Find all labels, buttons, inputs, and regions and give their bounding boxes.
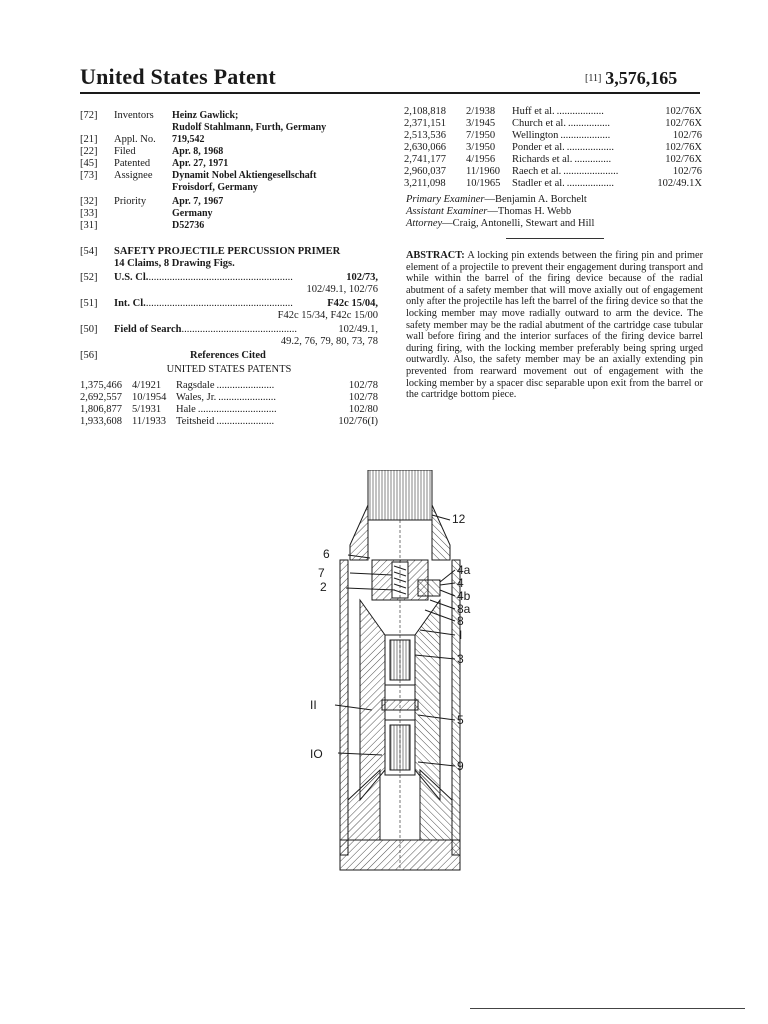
dash: — [484,194,495,205]
label-4: 4 [457,576,464,590]
reference-number: 1,933,608 [80,416,122,427]
reference-class: 102/76X [665,118,702,129]
patent-number: 3,576,165 [605,68,678,88]
label-8a: 8a [457,602,471,616]
reference-date: 11/1960 [466,166,501,177]
assignee-line-1: Dynamit Nobel Aktiengesellschaft [172,170,317,181]
reference-inventor: Stadler et al. [512,178,565,189]
reference-row [80,416,378,428]
reference-date: 4/1921 [132,380,162,391]
appl-no-label: Appl. No. [114,134,156,145]
reference-date: 11/1933 [132,416,167,427]
projectile-drawing [335,470,463,870]
abstract-text: A locking pin extends between the firing pin and primer element of a projectile to prevent their engagement during transport and while within the barrel of the firing device because of the radial abutment of a safety member that will move axially out of engagement only after the projectile has left the barrel of the firing device so that the locking member may move radially outward to arm the device. The safety member may be the radial abutment of the cartridge case tubular wall before firing and the interior surfaces of the firing device barrel during firing, with the locking member preferably being spring urged outwardly. Also, the safety member may be an axially extending pin prevented from rearward movement out of engagement with the locking member by a spacer disc separable upon exit from the barrel or the cartridge bottom piece. [406,250,703,401]
reference-number: 1,375,466 [80,380,122,391]
reference-leader: ..................... [563,166,619,177]
patent-number-block [585,68,677,89]
reference-inventor: Richards et al. [512,154,573,165]
label-12: 12 [452,512,466,526]
reference-inventor: Ponder et al. [512,142,565,153]
bibliographic-block [80,110,326,232]
primary-examiner-label: Primary Examiner [406,194,485,205]
reference-number: 2,692,557 [80,392,122,403]
assistant-examiner-label: Assistant Examiner [406,206,488,217]
priority-label: Priority [114,196,147,207]
reference-class: 102/78 [348,380,378,391]
reference-number: 3,211,098 [404,178,446,189]
attorney [406,218,594,229]
appl-no-value: 719,542 [172,134,205,145]
reference-leader: ...................... [216,416,275,427]
classification-block [80,272,378,348]
references-block [80,350,378,428]
claims-count: 14 Claims, 8 Drawing Figs. [114,258,235,269]
priority-no-value: D52736 [172,220,205,231]
reference-leader: .................. [556,106,604,117]
reference-number: 2,371,151 [404,118,446,129]
reference-number: 2,741,177 [404,154,446,165]
dash: — [487,206,498,217]
patent-drawing [300,470,480,875]
reference-row [404,154,702,166]
reference-class: 102/76X [665,142,702,153]
inventor-line-2: Rudolf Stahlmann, Furth, Germany [172,122,327,133]
reference-date: 4/1956 [466,154,496,165]
reference-row [404,118,702,130]
primary-examiner [406,194,587,205]
examiner-rule [506,238,604,239]
assignee-line-2: Froisdorf, Germany [172,182,258,193]
us-cl-value: 102/73, [346,272,378,283]
reference-inventor: Wales, Jr. [176,392,217,403]
label-2: 2 [320,580,327,594]
abstract [406,250,703,401]
country-code: [33] [80,208,98,219]
label-7: 7 [318,566,325,580]
patented-label: Patented [114,158,151,169]
assignee-label: Assignee [114,170,153,181]
reference-number: 2,630,066 [404,142,446,153]
reference-date: 7/1950 [466,130,496,141]
reference-class: 102/76(I) [338,416,378,427]
label-9: 9 [457,759,464,773]
reference-number: 2,960,037 [404,166,446,177]
label-5: 5 [457,713,464,727]
reference-leader: .............................. [197,404,277,415]
reference-class: 102/49.1X [657,178,702,189]
invention-title-block [80,246,340,270]
field-leader: ............................................ [181,324,297,335]
appl-no-code: [21] [80,134,98,145]
references-subheading: UNITED STATES PATENTS [166,364,292,375]
filed-label: Filed [114,146,136,157]
references-left-list [80,380,378,428]
invention-title: SAFETY PROJECTILE PERCUSSION PRIMER [114,246,341,257]
reference-leader: ................ [567,118,610,129]
reference-date: 3/1950 [466,142,496,153]
priority-value: Apr. 7, 1967 [172,196,224,207]
patented-code: [45] [80,158,98,169]
reference-inventor: Hale [176,404,196,415]
priority-code: [32] [80,196,98,207]
reference-row [404,130,702,142]
reference-inventor: Raech et al. [512,166,562,177]
assignee-code: [73] [80,170,98,181]
reference-row [80,380,378,392]
reference-date: 10/1965 [466,178,501,189]
dash: — [442,218,453,229]
primary-examiner-name: Benjamin A. Borchelt [494,194,587,205]
field-continued: 49.2, 76, 79, 80, 73, 78 [280,336,378,347]
label-4b: 4b [457,589,471,603]
reference-date: 2/1938 [466,106,496,117]
patent-number-prefix: [11] [585,73,602,84]
us-cl-continued: 102/49.1, 102/76 [306,284,378,295]
reference-number: 2,108,818 [404,106,446,117]
reference-leader: .................. [566,178,615,189]
label-3: 3 [457,652,464,666]
us-cl-label: U.S. Cl. [114,272,149,283]
reference-date: 10/1954 [132,392,167,403]
int-cl-code: [51] [80,298,98,309]
attorney-name: Craig, Antonelli, Stewart and Hill [452,218,595,229]
patent-title: United States Patent [80,64,276,89]
reference-leader: .................. [566,142,615,153]
assistant-examiner-name: Thomas H. Webb [497,206,572,217]
abstract-label: ABSTRACT: [406,250,465,261]
reference-leader: .............. [574,154,612,165]
reference-inventor: Ragsdale [176,380,215,391]
reference-inventor: Church et al. [512,118,566,129]
reference-leader: ................... [560,130,611,141]
inventor-line-1: Heinz Gawlick; [172,110,239,121]
reference-row [404,178,702,190]
reference-number: 2,513,536 [404,130,446,141]
reference-row [404,106,702,118]
reference-row [404,142,702,154]
reference-leader: ...................... [216,380,275,391]
int-cl-continued: F42c 15/34, F42c 15/00 [277,310,378,321]
reference-row [80,404,378,416]
inventors-code: [72] [80,110,98,121]
priority-no-code: [31] [80,220,98,231]
country-value: Germany [172,208,213,219]
label-1: I [459,628,463,642]
reference-inventor: Huff et al. [512,106,555,117]
reference-class: 102/80 [348,404,378,415]
reference-date: 5/1931 [132,404,162,415]
filed-value: Apr. 8, 1968 [172,146,224,157]
filed-code: [22] [80,146,98,157]
field-code: [50] [80,324,98,335]
int-cl-label: Int. Cl. [114,298,146,309]
label-8: 8 [457,614,464,628]
reference-inventor: Teitsheid [176,416,215,427]
reference-row [404,166,702,178]
attorney-label: Attorney [406,218,443,229]
reference-inventor: Wellington [512,130,559,141]
footer-rule [470,1008,745,1009]
us-cl-leader: ....................................................... [148,272,293,283]
references-heading: References Cited [190,350,266,361]
field-label: Field of Search [114,324,182,335]
us-cl-code: [52] [80,272,98,283]
inventors-label: Inventors [114,110,154,121]
assistant-examiner [406,206,571,217]
reference-class: 102/76X [665,154,702,165]
reference-date: 3/1945 [466,118,496,129]
reference-class: 102/78 [348,392,378,403]
references-right-list [404,106,702,190]
title-code: [54] [80,246,98,257]
label-11: II [310,698,317,712]
reference-leader: ...................... [218,392,277,403]
references-code: [56] [80,350,98,361]
int-cl-leader: ........................................................ [145,298,293,309]
patented-value: Apr. 27, 1971 [172,158,229,169]
label-10: IO [310,747,323,761]
int-cl-value: F42c 15/04, [327,298,378,309]
label-4a: 4a [457,563,471,577]
reference-class: 102/76 [672,130,702,141]
header-rule [80,92,700,94]
field-value: 102/49.1, [338,324,378,335]
reference-number: 1,806,877 [80,404,122,415]
label-6: 6 [323,547,330,561]
reference-class: 102/76 [672,166,702,177]
reference-row [80,392,378,404]
reference-class: 102/76X [665,106,702,117]
